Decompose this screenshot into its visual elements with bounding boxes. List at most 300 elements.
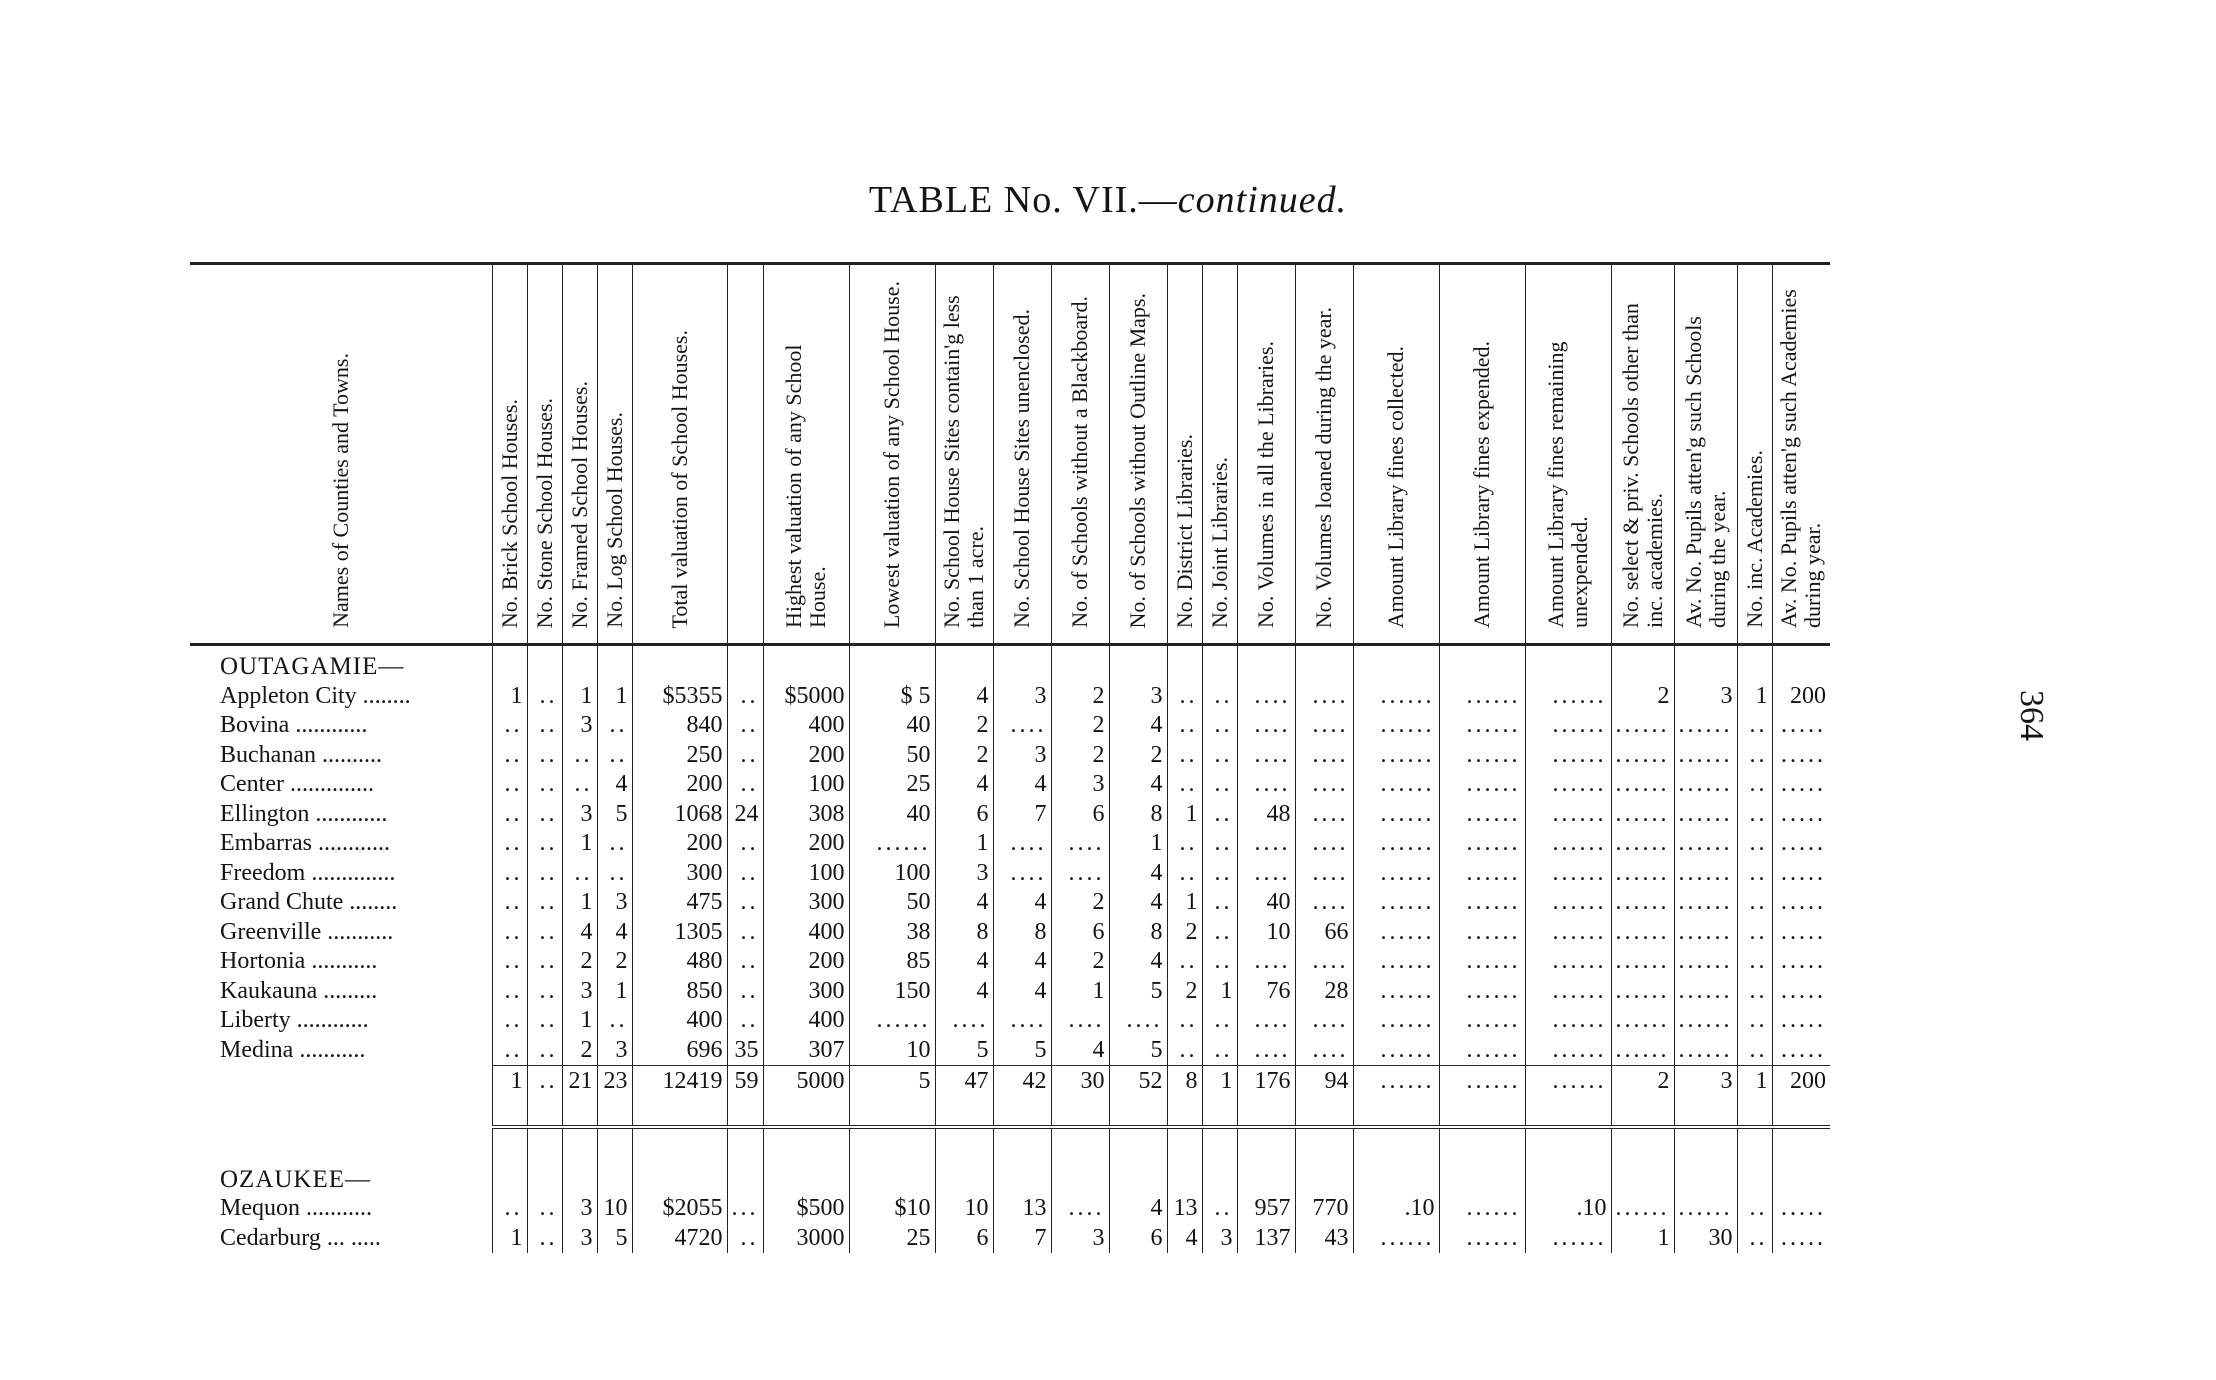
table-cell: ...... xyxy=(1525,859,1611,889)
table-cell: .. xyxy=(1202,1036,1237,1066)
table-cell: ...... xyxy=(849,1006,935,1036)
table-cell: .. xyxy=(527,918,562,948)
table-cell: 137 xyxy=(1237,1224,1295,1254)
table-cell: .. xyxy=(1737,1036,1772,1066)
table-cell: 4 xyxy=(935,947,993,977)
table-cell: ...... xyxy=(1353,1224,1439,1254)
table-cell: 4 xyxy=(597,918,632,948)
table-cell: .. xyxy=(727,1224,763,1254)
table-cell: ...... xyxy=(1525,741,1611,771)
table-cell: ...... xyxy=(1674,1036,1737,1066)
table-cell xyxy=(849,1159,935,1195)
table-cell: .. xyxy=(1167,741,1202,771)
column-header-label: Highest valuation of any School House. xyxy=(781,344,830,628)
table-cell: 3 xyxy=(1674,682,1737,712)
table-cell: .. xyxy=(727,947,763,977)
table-cell: .. xyxy=(1737,1224,1772,1254)
table-cell: .. xyxy=(527,1066,562,1096)
town-name-cell: Bovina ............ xyxy=(220,712,368,739)
table-cell: 2 xyxy=(1051,682,1109,712)
table-cell: 4 xyxy=(993,977,1051,1007)
town-name-cell xyxy=(190,1066,492,1096)
table-cell: ..... xyxy=(1772,1194,1830,1224)
table-cell: 300 xyxy=(763,977,849,1007)
table-cell: ...... xyxy=(1439,1194,1525,1224)
table-cell: .. xyxy=(727,682,763,712)
table-cell: ...... xyxy=(1674,888,1737,918)
column-header-label: No. Framed School Houses. xyxy=(566,380,592,628)
town-name-cell: Liberty ............ xyxy=(220,1007,369,1034)
table-cell: 2 xyxy=(1051,888,1109,918)
table-cell: 200 xyxy=(632,829,727,859)
table-cell: 12419 xyxy=(632,1066,727,1096)
table-cell: 4 xyxy=(1109,711,1167,741)
table-cell: 1 xyxy=(1202,977,1237,1007)
table-cell: .. xyxy=(1737,918,1772,948)
column-header-label: No. District Libraries. xyxy=(1171,433,1197,628)
table-cell: .. xyxy=(492,888,527,918)
table-cell: .. xyxy=(492,1194,527,1224)
table-cell: .... xyxy=(1295,859,1353,889)
table-cell: 4 xyxy=(993,770,1051,800)
table-cell: .... xyxy=(1237,859,1295,889)
table-cell: ..... xyxy=(1772,888,1830,918)
table-cell: .. xyxy=(1202,888,1237,918)
table-cell: 5 xyxy=(597,800,632,830)
table-cell xyxy=(763,1159,849,1195)
table-cell: 1 xyxy=(562,1006,597,1036)
table-cell: .... xyxy=(993,859,1051,889)
table-cell: .. xyxy=(527,859,562,889)
table-cell: 2 xyxy=(562,1036,597,1066)
table-cell: 28 xyxy=(1295,977,1353,1007)
table-cell: $500 xyxy=(763,1194,849,1224)
table-cell: ...... xyxy=(1439,711,1525,741)
table-cell: 2 xyxy=(597,947,632,977)
table-cell: .. xyxy=(527,741,562,771)
table-cell: 150 xyxy=(849,977,935,1007)
table-cell: $ 5 xyxy=(849,682,935,712)
table-cell: 4 xyxy=(935,888,993,918)
table-cell: .... xyxy=(1237,682,1295,712)
table-cell: .... xyxy=(1237,711,1295,741)
table-cell: 2 xyxy=(935,741,993,771)
table-cell xyxy=(1772,645,1830,682)
table-cell: .. xyxy=(1202,1194,1237,1224)
table-row xyxy=(190,1224,1830,1254)
table-cell xyxy=(993,645,1051,682)
table-cell: 6 xyxy=(1051,918,1109,948)
column-header-label: No. School House Sites unenclosed. xyxy=(1009,309,1034,628)
table-cell: .. xyxy=(597,711,632,741)
table-cell: .. xyxy=(1167,947,1202,977)
table-cell: 5 xyxy=(993,1036,1051,1066)
table-cell: 100 xyxy=(849,859,935,889)
table-cell: ...... xyxy=(1611,770,1674,800)
table-cell: 770 xyxy=(1295,1194,1353,1224)
table-cell xyxy=(935,1159,993,1195)
page-number: 364 xyxy=(2013,690,2050,741)
table-cell: 1 xyxy=(562,682,597,712)
table-cell: 2 xyxy=(1611,682,1674,712)
town-name-cell: Greenville ........... xyxy=(220,918,394,945)
town-name-cell: Hortonia ........... xyxy=(220,948,378,975)
table-cell: .. xyxy=(1167,859,1202,889)
table-cell: 40 xyxy=(1237,888,1295,918)
table-cell: ...... xyxy=(1674,859,1737,889)
table-cell: .. xyxy=(1202,829,1237,859)
table-cell: .. xyxy=(1737,741,1772,771)
table-cell: .. xyxy=(1737,859,1772,889)
county-heading-row xyxy=(190,645,1830,682)
table-cell: 3 xyxy=(562,800,597,830)
table-cell: 85 xyxy=(849,947,935,977)
column-header xyxy=(1353,264,1439,645)
table-cell: .. xyxy=(1167,1036,1202,1066)
table-cell: ...... xyxy=(1439,1006,1525,1036)
table-row xyxy=(190,859,1830,889)
table-cell: .. xyxy=(562,859,597,889)
table-cell: ...... xyxy=(1439,829,1525,859)
table-cell: ...... xyxy=(1353,829,1439,859)
table-cell: .. xyxy=(492,977,527,1007)
table-cell: 1 xyxy=(1611,1224,1674,1254)
table-cell: ... xyxy=(727,1194,763,1224)
table-cell: .. xyxy=(1202,682,1237,712)
table-cell: 5 xyxy=(597,1224,632,1254)
table-cell: ...... xyxy=(1353,947,1439,977)
table-cell: .. xyxy=(527,977,562,1007)
table-cell: 1 xyxy=(1051,977,1109,1007)
table-cell: 176 xyxy=(1237,1066,1295,1096)
table-cell: 1 xyxy=(1202,1066,1237,1096)
table-cell: 300 xyxy=(632,859,727,889)
table-cell: 200 xyxy=(763,741,849,771)
table-cell: 3000 xyxy=(763,1224,849,1254)
table-cell: ...... xyxy=(1674,711,1737,741)
table-cell: .... xyxy=(1051,829,1109,859)
table-cell: ...... xyxy=(1525,800,1611,830)
column-header-label: Amount Library fines remaining unexpended. xyxy=(1543,341,1592,628)
table-cell: 1305 xyxy=(632,918,727,948)
column-header xyxy=(190,264,492,645)
header-row xyxy=(190,264,1830,645)
table-cell: ...... xyxy=(1353,1036,1439,1066)
table-cell: 1 xyxy=(1167,888,1202,918)
table-cell: .. xyxy=(1737,947,1772,977)
table-cell: 300 xyxy=(763,888,849,918)
table-cell: ...... xyxy=(1439,947,1525,977)
table-cell xyxy=(1772,1159,1830,1195)
table-cell: .. xyxy=(492,770,527,800)
table-cell: .. xyxy=(492,918,527,948)
column-header xyxy=(1737,264,1772,645)
town-name-cell: Buchanan .......... xyxy=(220,741,382,768)
table-cell: 5000 xyxy=(763,1066,849,1096)
table-cell: ...... xyxy=(1525,682,1611,712)
table-cell: ...... xyxy=(1674,1006,1737,1036)
table-cell: ...... xyxy=(1525,947,1611,977)
table-cell: 10 xyxy=(935,1194,993,1224)
table-cell: 480 xyxy=(632,947,727,977)
table-cell: ..... xyxy=(1772,1036,1830,1066)
table-cell: 13 xyxy=(993,1194,1051,1224)
table-cell: ...... xyxy=(1439,888,1525,918)
table-cell xyxy=(492,1159,527,1195)
table-cell: ...... xyxy=(1611,741,1674,771)
table-cell: .... xyxy=(1051,1194,1109,1224)
table-cell: .. xyxy=(527,1224,562,1254)
town-name-cell: Kaukauna ......... xyxy=(220,977,378,1004)
table-cell: ...... xyxy=(1439,1036,1525,1066)
table-cell: ...... xyxy=(1611,711,1674,741)
table-cell: .... xyxy=(1295,888,1353,918)
table-cell xyxy=(1674,1159,1737,1195)
table-title xyxy=(0,178,2216,222)
table-cell: .. xyxy=(727,977,763,1007)
table-cell: 8 xyxy=(1109,800,1167,830)
table-cell: .. xyxy=(1167,711,1202,741)
table-cell: 3 xyxy=(562,977,597,1007)
table-cell: .. xyxy=(1167,770,1202,800)
table-row xyxy=(190,829,1830,859)
town-name-cell: Cedarburg ... ..... xyxy=(220,1224,381,1251)
table-cell: ...... xyxy=(1439,682,1525,712)
table-cell: ...... xyxy=(1611,829,1674,859)
table-cell: ...... xyxy=(1611,1036,1674,1066)
table-cell: 200 xyxy=(763,947,849,977)
table-cell: ..... xyxy=(1772,918,1830,948)
table-cell: 200 xyxy=(1772,1066,1830,1096)
table-cell: ...... xyxy=(1353,711,1439,741)
table-cell xyxy=(632,645,727,682)
town-name-cell: Embarras ............ xyxy=(220,830,390,857)
table-cell: .. xyxy=(727,888,763,918)
column-header-label: Total valuation of School Houses. xyxy=(666,329,692,628)
table-cell: ...... xyxy=(1353,770,1439,800)
table-cell: 1068 xyxy=(632,800,727,830)
table-cell: ...... xyxy=(1525,770,1611,800)
table-cell xyxy=(1611,645,1674,682)
table-cell: 3 xyxy=(597,1036,632,1066)
table-cell: .. xyxy=(492,947,527,977)
table-cell: 8 xyxy=(993,918,1051,948)
table-cell: $5000 xyxy=(763,682,849,712)
column-header xyxy=(1611,264,1674,645)
table-cell: 10 xyxy=(849,1036,935,1066)
table-cell: .. xyxy=(1167,829,1202,859)
table-cell: ...... xyxy=(1611,947,1674,977)
column-header xyxy=(1109,264,1167,645)
table-cell: 3 xyxy=(993,682,1051,712)
table-row xyxy=(190,711,1830,741)
table-cell xyxy=(1737,645,1772,682)
table-cell: ...... xyxy=(1439,1224,1525,1254)
table-cell: 4720 xyxy=(632,1224,727,1254)
table-cell xyxy=(1353,1159,1439,1195)
table-cell: 200 xyxy=(1772,682,1830,712)
column-header xyxy=(632,264,727,645)
column-header xyxy=(527,264,562,645)
table-cell: 1 xyxy=(492,682,527,712)
column-header xyxy=(1237,264,1295,645)
table-cell: 308 xyxy=(763,800,849,830)
town-name-cell: Ellington ............ xyxy=(220,800,388,827)
table-cell: .. xyxy=(727,741,763,771)
column-header-label: No. Stone School Houses. xyxy=(531,397,557,628)
table-cell: 6 xyxy=(1051,800,1109,830)
table-cell: 2 xyxy=(935,711,993,741)
column-header-label: No. of Schools without Outline Maps. xyxy=(1125,292,1150,628)
table-cell: .... xyxy=(1295,741,1353,771)
table-cell: .. xyxy=(727,711,763,741)
table-cell: ...... xyxy=(1525,1224,1611,1254)
column-header xyxy=(993,264,1051,645)
table-cell: 76 xyxy=(1237,977,1295,1007)
table-cell: ...... xyxy=(1353,741,1439,771)
table-cell: .. xyxy=(727,770,763,800)
table-cell: ...... xyxy=(1353,800,1439,830)
table-cell: $5355 xyxy=(632,682,727,712)
table-cell: ...... xyxy=(1525,1066,1611,1096)
table-cell: 3 xyxy=(1202,1224,1237,1254)
table-cell: 1 xyxy=(562,888,597,918)
table-cell: 1 xyxy=(492,1224,527,1254)
table-cell: 8 xyxy=(1167,1066,1202,1096)
table-cell xyxy=(1674,645,1737,682)
column-header-label: No. Volumes loaned during the year. xyxy=(1311,306,1336,628)
table-cell: .. xyxy=(527,682,562,712)
table-cell: .. xyxy=(1737,1194,1772,1224)
column-header-label: No. of Schools without a Blackboard. xyxy=(1067,296,1092,628)
table-cell: .... xyxy=(993,1006,1051,1036)
town-name-cell: Center .............. xyxy=(220,771,374,798)
table-cell: ...... xyxy=(1525,1036,1611,1066)
table-cell: 4 xyxy=(562,918,597,948)
column-header-label: No. inc. Academies. xyxy=(1741,450,1767,628)
table-cell: ...... xyxy=(1611,1006,1674,1036)
table-cell: .. xyxy=(562,741,597,771)
table-cell xyxy=(763,645,849,682)
column-header-label: No. Volumes in all the Libraries. xyxy=(1253,341,1278,628)
table-cell: 47 xyxy=(935,1066,993,1096)
table-cell: 4 xyxy=(935,770,993,800)
table-cell: .... xyxy=(1109,1006,1167,1036)
table-cell: 3 xyxy=(1051,1224,1109,1254)
table-cell: 38 xyxy=(849,918,935,948)
table-cell: 1 xyxy=(1109,829,1167,859)
table-cell: .... xyxy=(1295,947,1353,977)
table-cell xyxy=(527,645,562,682)
column-header xyxy=(562,264,597,645)
table-cell: ...... xyxy=(1525,1006,1611,1036)
table-cell: 6 xyxy=(935,800,993,830)
table-cell xyxy=(727,645,763,682)
table-cell: .... xyxy=(1295,682,1353,712)
table-cell xyxy=(562,645,597,682)
table-row xyxy=(190,977,1830,1007)
table-cell: ...... xyxy=(1439,741,1525,771)
table-cell: 3 xyxy=(1051,770,1109,800)
table-cell: .. xyxy=(492,859,527,889)
table-cell: 307 xyxy=(763,1036,849,1066)
table-cell: 5 xyxy=(1109,1036,1167,1066)
table-cell: .. xyxy=(727,918,763,948)
table-cell: 400 xyxy=(632,1006,727,1036)
table-cell: 48 xyxy=(1237,800,1295,830)
table-cell: 957 xyxy=(1237,1194,1295,1224)
table-cell: 59 xyxy=(727,1066,763,1096)
table-cell: ...... xyxy=(1674,800,1737,830)
table-cell: 8 xyxy=(935,918,993,948)
table-cell xyxy=(1109,645,1167,682)
table-cell: 2 xyxy=(1167,918,1202,948)
table-cell: 43 xyxy=(1295,1224,1353,1254)
table-cell: .... xyxy=(993,711,1051,741)
table-cell xyxy=(1295,1159,1353,1195)
table-cell: 2 xyxy=(1051,711,1109,741)
table-cell xyxy=(1202,1159,1237,1195)
table-cell: 3 xyxy=(1674,1066,1737,1096)
table-cell: 4 xyxy=(1167,1224,1202,1254)
statistics-table xyxy=(190,262,1830,1253)
column-header-label: No. Log School Houses. xyxy=(601,412,627,628)
column-header xyxy=(849,264,935,645)
column-header xyxy=(935,264,993,645)
table-cell xyxy=(993,1159,1051,1195)
table-cell: 4 xyxy=(1109,770,1167,800)
column-header-label: Av. No. Pupils atten'g such Academies during year. xyxy=(1776,289,1826,628)
table-cell: .. xyxy=(527,888,562,918)
table-cell xyxy=(1051,645,1109,682)
table-cell xyxy=(632,1159,727,1195)
table-cell: .. xyxy=(1737,829,1772,859)
table-cell: .. xyxy=(1202,947,1237,977)
table-cell: 850 xyxy=(632,977,727,1007)
table-row xyxy=(190,800,1830,830)
table-cell: .... xyxy=(1295,800,1353,830)
table-cell: ...... xyxy=(1611,977,1674,1007)
column-header xyxy=(1772,264,1830,645)
column-header xyxy=(727,264,763,645)
table-cell: .... xyxy=(1237,741,1295,771)
total-row xyxy=(190,1066,1830,1096)
table-cell: 1 xyxy=(597,682,632,712)
table-cell: 6 xyxy=(1109,1224,1167,1254)
table-cell: ...... xyxy=(1674,977,1737,1007)
column-header xyxy=(492,264,527,645)
table-cell: 35 xyxy=(727,1036,763,1066)
table-cell: ...... xyxy=(1439,918,1525,948)
table-cell: 23 xyxy=(597,1066,632,1096)
column-header-label: Names of Counties and Towns. xyxy=(327,353,353,628)
table-cell: .10 xyxy=(1353,1194,1439,1224)
column-header-label: No. select & priv. Schools other than inc. academies. xyxy=(1617,303,1667,628)
table-cell: ...... xyxy=(1353,977,1439,1007)
column-header-label: Av. No. Pupils atten'g such Schools during the year. xyxy=(1680,316,1730,628)
table-cell: 1 xyxy=(935,829,993,859)
table-cell: ...... xyxy=(1439,859,1525,889)
table-cell: .. xyxy=(492,800,527,830)
table-cell: 7 xyxy=(993,800,1051,830)
table-row xyxy=(190,741,1830,771)
table-cell: ...... xyxy=(1611,918,1674,948)
table-cell: 5 xyxy=(1109,977,1167,1007)
table-cell: ...... xyxy=(1439,770,1525,800)
table-cell: 8 xyxy=(1109,918,1167,948)
table-cell: ...... xyxy=(1439,977,1525,1007)
table-cell: 3 xyxy=(562,1194,597,1224)
